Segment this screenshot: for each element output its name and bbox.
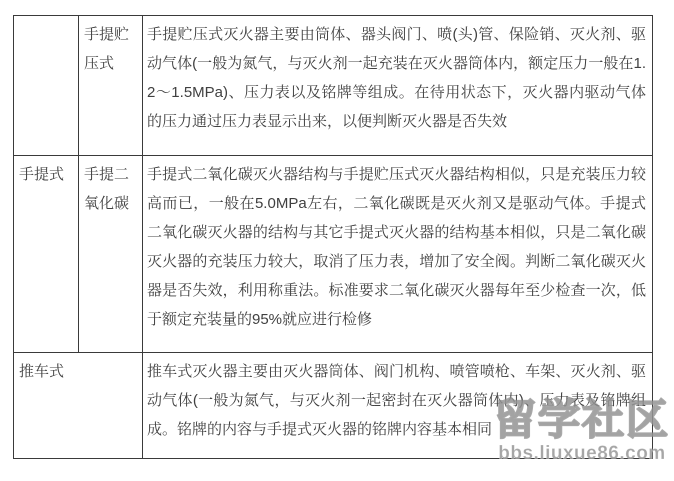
cell-description: 手提式二氧化碳灭火器结构与手提贮压式灭火器结构相似，只是充装压力较高而已，一般在5.0MPa左右，二氧化碳既是灭火剂又是驱动气体。手提式二氧化碳灭火器的结构与其它手提式灭火器的结构基本相似，只是二氧化碳灭火器的充装压力较大，取消了压力表，增加了安全阀。判断二氧化碳灭火器是否失效，利用称重法。标准要求二氧化碳灭火器每年至少检查一次，低于额定充装量的95%就应进行检修 (143, 156, 653, 353)
table-row (14, 156, 653, 353)
cell-category: 手提式 (14, 156, 79, 353)
table-row (14, 353, 653, 459)
cell-subtype: 手提二氧化碳 (79, 156, 143, 353)
cell-description: 推车式灭火器主要由灭火器筒体、阀门机构、喷管喷枪、车架、灭火剂、驱动气体(一般为氮气，与灭火剂一起密封在灭火器筒体内)、压力表及铭牌组成。铭牌的内容与手提式灭火器的铭牌内容基本相同 (143, 353, 653, 459)
cell-subtype: 手提贮压式 (79, 16, 143, 156)
cell-description: 手提贮压式灭火器主要由筒体、器头阀门、喷(头)管、保险销、灭火剂、驱动气体(一般为氮气，与灭火剂一起充装在灭火器筒体内，额定压力一般在1.2～1.5MPa)、压力表以及铭牌等组成。在待用状态下，灭火器内驱动气体的压力通过压力表显示出来，以便判断灭火器是否失效 (143, 16, 653, 156)
table-row (14, 16, 653, 156)
watermark-site-name: 留学社区 (493, 396, 670, 443)
cell-category (14, 16, 79, 156)
cell-category-merged: 推车式 (14, 353, 143, 459)
watermark-site-url: bbs.liuxue86.com (498, 443, 666, 464)
fire-extinguisher-table (13, 15, 653, 459)
